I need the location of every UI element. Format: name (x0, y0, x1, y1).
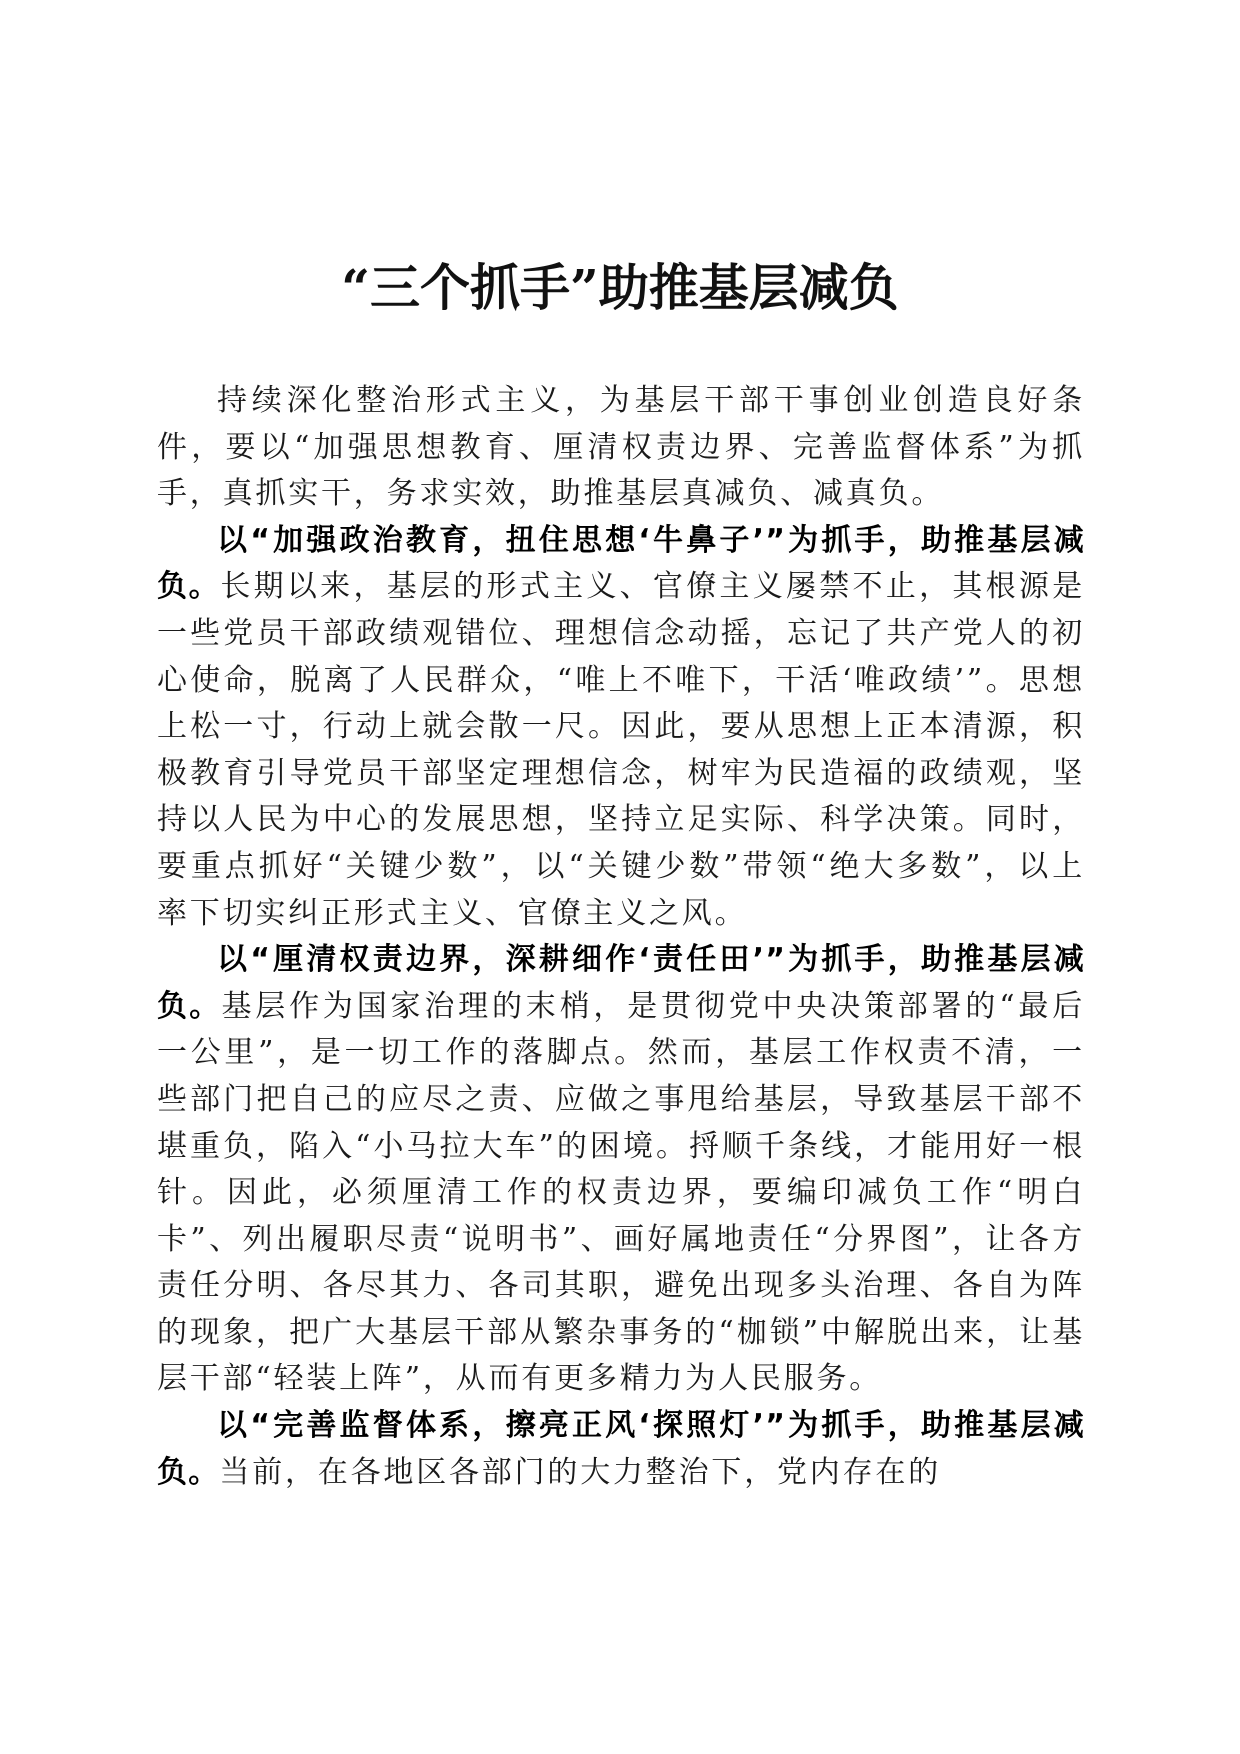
section-text-3: 当前，在各地区各部门的大力整治下，党内存在的 (219, 1454, 942, 1490)
section-paragraph-3 (157, 1403, 1085, 1496)
section-paragraph-1 (157, 518, 1085, 937)
section-lead-1: 以“加强政治教育，扭住思想‘牛鼻子’”为抓手，助推基层减负。 (157, 522, 1085, 605)
section-lead-3: 以“完善监督体系，擦亮正风‘探照灯’”为抓手，助推基层减负。 (157, 1408, 1085, 1490)
document-body (157, 378, 1085, 1496)
section-paragraph-2 (157, 937, 1085, 1403)
section-text-2: 基层作为国家治理的末梢，是贯彻党中央决策部署的“最后一公里”，是一切工作的落脚点。然而，基层工作权责不清，一些部门把自己的应尽之责、应做之事甩给基层，导致基层干部不堪重负，陷入“小马拉大车”的困境。捋顺千条线，才能用好一根针。因此，必须厘清工作的权责边界，要编印减负工作“明白卡”、列出履职尽责“说明书”、画好属地责任“分界图”，让各方责任分明、各尽其力、各司其职，避免出现多头治理、各自为阵的现象，把广大基层干部从繁杂事务的“枷锁”中解脱出来，让基层干部“轻装上阵”，从而有更多精力为人民服务。 (157, 988, 1085, 1397)
section-lead-2: 以“厘清权责边界，深耕细作‘责任田’”为抓手，助推基层减负。 (157, 942, 1085, 1024)
section-text-1: 长期以来，基层的形式主义、官僚主义屡禁不止，其根源是一些党员干部政绩观错位、理想信念动摇，忘记了共产党人的初心使命，脱离了人民群众，“唯上不唯下，干活‘唯政绩’”。思想上松一寸，行动上就会散一尺。因此，要从思想上正本清源，积极教育引导党员干部坚定理想信念，树牢为民造福的政绩观，坚持以人民为中心的发展思想，坚持立足实际、科学决策。同时，要重点抓好“关键少数”，以“关键少数”带领“绝大多数”，以上率下切实纠正形式主义、官僚主义之风。 (157, 569, 1085, 931)
intro-paragraph: 持续深化整治形式主义，为基层干部干事创业创造良好条件，要以“加强思想教育、厘清权责边界、完善监督体系”为抓手，真抓实干，务求实效，助推基层真减负、减真负。 (157, 383, 1085, 512)
document-title: “三个抓手”助推基层减负 (341, 258, 899, 317)
